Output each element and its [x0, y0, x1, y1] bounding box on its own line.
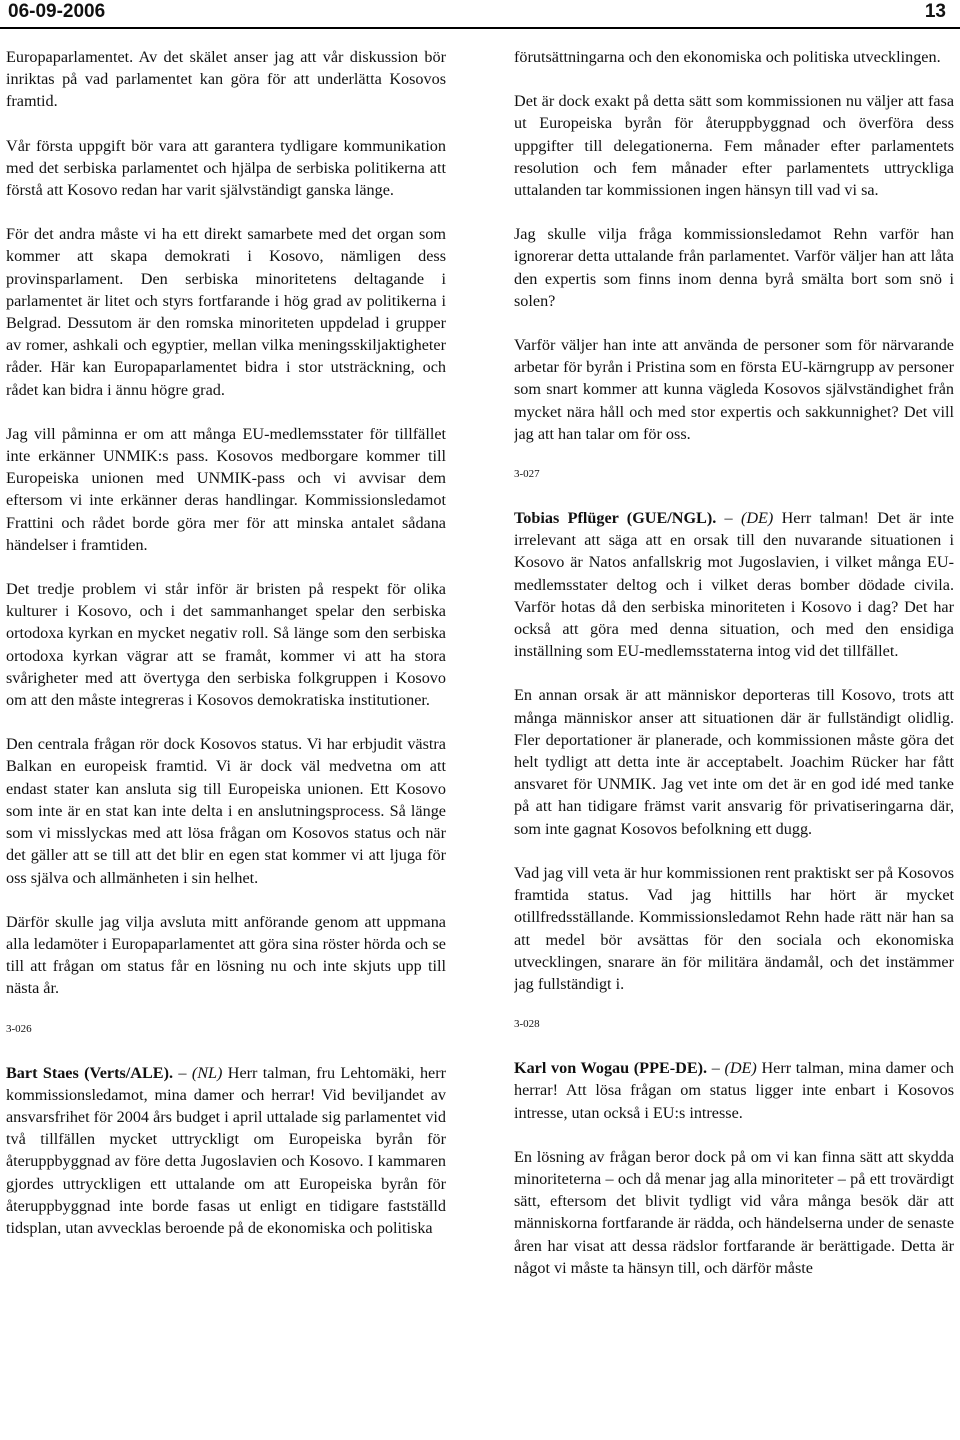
dash: –: [173, 1063, 192, 1082]
dash: –: [716, 509, 741, 528]
paragraph: Europaparlamentet. Av det skälet anser jag att vår diskussion bör inriktas på vad parlamentet kan göra för att underlätta Kosovos framtid.: [6, 48, 446, 111]
paragraph: Den centrala frågan rör dock Kosovos status. Vi har erbjudit västra Balkan en europeisk framtid. Vi är dock väl medvetna om att endast stater kan ansluta sig till Europeiska unionen. Ett Kosovo som inte är en stat kan inte delta i en anslutningsprocess. Så länge som vi misslyckas med att lösa frågan om Kosovos status och när det gäller att se till att det blir en egen stat kommer vi att ljuga för oss själva och allmänheten i sin helhet.: [6, 735, 446, 887]
paragraph: För det andra måste vi ha ett direkt samarbete med det organ som kommer att skapa demokrati i Kosovo, nämligen dess provinsparlament. Den serbiska minoritetens deltagande i parlamentet är litet och styrs fortfarande i hög grad av politikerna i Belgrad. Dessutom är den romska minoriteten uppdelad i grupper av romer, ashkali och egyptier, mellan vilka meningsskiljaktigheter råder. Här kan Europaparlamentet bidra i stor utsträckning, och rådet kan bidra i ännu högre grad.: [6, 225, 446, 399]
paragraph: Det tredje problem vi står inför är bristen på respekt för olika kulturer i Kosovo, och i det sammanhanget spelar den serbiska ortodoxa kyrkan en mycket negativ roll. Så länge som den serbiska ortodoxa kyrkan vägrar att se framåt, kommer vi att ha stora svårigheter med att övertyga den serbiska folkgruppen i Kosovo om att den måste integreras i Kosovos demokratiska institutioner.: [6, 580, 446, 710]
paragraph: En lösning av frågan beror dock på om vi kan finna sätt att skydda minoriteterna – och då menar jag alla minoriteter – på ett trovärdigt sätt, eftersom det blivit tydligt vid våra många besök där att människorna fortfarande är rädda, och händelserna under de senaste åren har visat att dessa rädslor fortfarande är berättigade. Detta är något vi måste ta hänsyn till, och därför måste: [514, 1147, 954, 1277]
speaker-name: Karl von Wogau (PPE-DE).: [514, 1059, 708, 1078]
paragraph: Jag vill påminna er om att många EU-medlemsstater för tillfället inte erkänner UNMIK:s pass. Kosovos medborgare kommer till Europeiska unionen med UNMIK-pass och vi avvisar dem eftersom vi inte erkänner deras handlingar. Kommissionsledamot Frattini och rådet borde göra mer för att minska antalet sådana händelser i framtiden.: [6, 424, 446, 554]
speech-paragraph: [6, 1062, 446, 1240]
speech-reference: 3-028: [514, 1018, 540, 1031]
speech-reference: 3-027: [514, 468, 540, 481]
speaker-name: Tobias Pflüger (GUE/NGL).: [514, 509, 717, 528]
header-rule: [0, 27, 960, 29]
language-tag: (NL): [191, 1063, 223, 1082]
paragraph: förutsättningarna och den ekonomiska och politiska utvecklingen.: [514, 48, 941, 66]
paragraph: Varför väljer han inte att använda de personer som för närvarande arbetar för byrån i Pristina som en första EU-kärngrupp av personer som snart kommer att kunna vägleda Kosovos självständighet från mycket nära håll och med stor expertis och sakkunnighet? Det vill jag att han talar om för oss.: [514, 336, 954, 443]
speech-text: Herr talman, mina damer och herrar! Att lösa frågan om status ligger inte enbart i Kosovos intresse, utan också i EU:s intresse.: [514, 1059, 954, 1122]
language-tag: (DE): [740, 509, 774, 528]
page-header: [6, 0, 954, 26]
right-column: [514, 46, 954, 1440]
speech-paragraph: [514, 507, 954, 662]
speech-text: Herr talman! Det är inte irrelevant att säga att en orsak till den nuvarande situationen i Kosovo är Natos anfallskrig mot Jugoslavien, i vilket många EU-medlemsstater deltog och i vilket deras bomber dödade civila. Varför hotas då den serbiska minoriteten i Kosovo i dag? Det har också att göra med denna situation, och med den ensidiga inställning som EU-medlemsstaterna intog vid det tillfället.: [514, 509, 954, 661]
speech-reference: 3-026: [6, 1022, 32, 1035]
header-date: 06-09-2006: [8, 1, 106, 22]
paragraph: Därför skulle jag vilja avsluta mitt anförande genom att uppmana alla ledamöter i Europaparlamentet att göra sina röster hörda och se till att frågan om status får en lösning nu och inte skjuts upp till nästa år.: [6, 912, 446, 998]
speech-text: Herr talman, fru Lehtomäki, herr kommissionsledamot, mina damer och herrar! Vid beviljandet av ansvarsfrihet för 2004 års budget i april uttalade sig parlamentet vid två tillfällen mycket uttryckligt om Europeiska byrån för återuppbyggnad av före detta Jugoslavien och Kosovo. I kammaren gjordes uttryckligen ett uttalande om att Europeiska byrån för återuppbyggnad inte borde fasas ut enligt en tidigare fastställd tidsplan, utan avvecklas beroende på de ekonomiska och politiska: [6, 1063, 446, 1237]
paragraph: Jag skulle vilja fråga kommissionsledamot Rehn varför han ignorerar detta uttalande från parlamentet. Varför väljer han att låta den expertis som finns inom denna byrå smälta bort som snö i solen?: [514, 225, 954, 310]
language-tag: (DE): [724, 1059, 757, 1078]
paragraph: Vår första uppgift bör vara att garantera tydligare kommunikation med det serbiska parlamentet och hjälpa de serbiska politikerna att förstå att Kosovo redan har varit självständigt ganska länge.: [6, 136, 446, 200]
paragraph: Vad jag vill veta är hur kommissionen rent praktiskt ser på Kosovos framtida status. Vad jag hittills har hört är mycket otillfredsställande. Kommissionsledamot Rehn hade rätt när han sa att medel bör avsättas för den sociala och ekonomiska utvecklingen, snarare än för militära ändamål, och det instämmer jag fullständigt i.: [514, 863, 954, 993]
paragraph: En annan orsak är att människor deporteras till Kosovo, trots att många människor anser att situationen där är fullständigt olidlig. Fler deportationer är planerade, och kommissionen måste göra det helt tydligt att detta inte är acceptabelt. Joachim Rücker har fått ansvaret för UNMIK. Jag vet inte om det är en god idé med tanke på att han tidigare främst varit ansvarig för privatiseringarna där, som inte gagnat Kosovos befolkning ett dugg.: [514, 686, 954, 838]
speech-paragraph: [514, 1057, 954, 1124]
left-column: [6, 46, 446, 1440]
speaker-name: Bart Staes (Verts/ALE).: [6, 1063, 174, 1082]
page-number: 13: [924, 1, 946, 22]
dash: –: [707, 1059, 725, 1078]
paragraph: Det är dock exakt på detta sätt som kommissionen nu väljer att fasa ut Europeiska byrån för återuppbyggnad och överföra dess uppgifter till delegationerna. Fem månader efter parlamentets resolution och fem månader efter parlamentets uttryckliga uttalanden tar kommissionen ingen hänsyn till vad vi sa.: [514, 92, 954, 200]
